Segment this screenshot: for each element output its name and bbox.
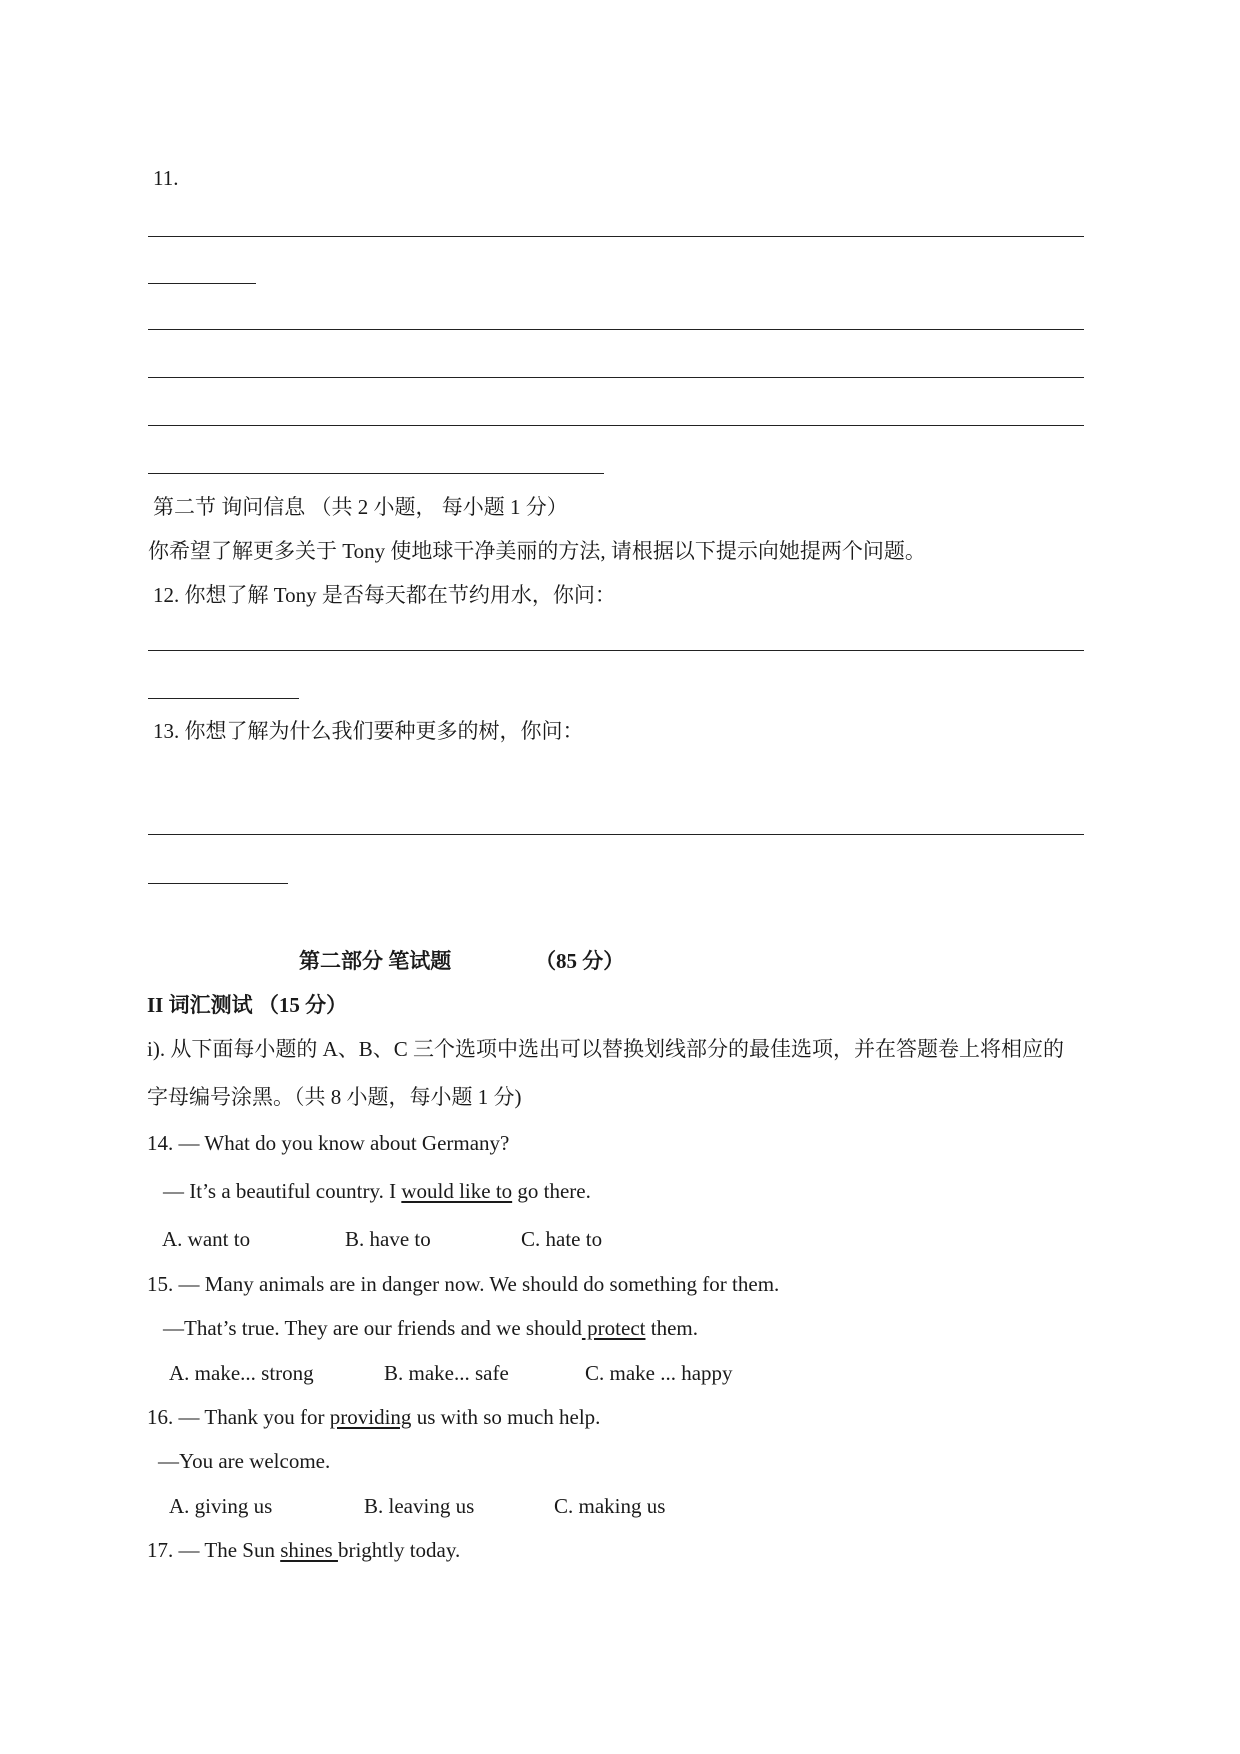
option-c: C. make ... happy xyxy=(585,1361,733,1385)
section-heading: 第二节 询问信息 （共 2 小题， 每小题 1 分） xyxy=(153,495,568,519)
answer-line xyxy=(148,834,1084,835)
question-14-line1: 14. — What do you know about Germany? xyxy=(147,1131,510,1155)
answer-line xyxy=(148,425,1084,426)
option-b: B. leaving us xyxy=(364,1494,475,1518)
underlined-phrase: protect xyxy=(581,1316,646,1340)
part-score: （85 分） xyxy=(535,949,625,973)
option-a: A. want to xyxy=(162,1227,251,1251)
option-c: C. hate to xyxy=(521,1227,603,1251)
text-segment: — It’s a beautiful country. I xyxy=(163,1179,402,1203)
answer-line xyxy=(148,698,299,699)
text-segment: brightly today. xyxy=(337,1538,461,1562)
answer-line xyxy=(148,650,1084,651)
question-15-line1: 15. — Many animals are in danger now. We should do something for them. xyxy=(147,1272,780,1296)
question-13-prompt: 13. 你想了解为什么我们要种更多的树，你问： xyxy=(153,719,584,743)
text-segment: go there. xyxy=(512,1179,591,1203)
underlined-phrase: shines xyxy=(280,1538,338,1562)
answer-line xyxy=(148,283,256,284)
question-15-line2 xyxy=(163,1318,698,1339)
part-title: 第二部分 笔试题 xyxy=(299,949,452,973)
text-segment: them. xyxy=(645,1316,698,1340)
underlined-phrase: providing xyxy=(329,1405,412,1429)
text-segment: 17. — The Sun xyxy=(147,1538,281,1562)
option-b: B. have to xyxy=(345,1227,431,1251)
question-11-number: 11. xyxy=(153,166,179,190)
option-b: B. make... safe xyxy=(384,1361,509,1385)
option-a: A. giving us xyxy=(169,1494,273,1518)
answer-line xyxy=(148,473,604,474)
vocab-instruction-line1: i). 从下面每小题的 A、B、C 三个选项中选出可以替换划线部分的最佳选项，并在答题卷上将相应的 xyxy=(147,1037,1065,1061)
question-14-line2 xyxy=(163,1181,591,1202)
text-segment: 16. — Thank you for xyxy=(147,1405,330,1429)
option-a: A. make... strong xyxy=(169,1361,314,1385)
question-16-line2: —You are welcome. xyxy=(158,1449,331,1473)
text-segment: us with so much help. xyxy=(411,1405,601,1429)
question-12-prompt: 12. 你想了解 Tony 是否每天都在节约用水，你问： xyxy=(153,583,616,607)
vocab-heading: II 词汇测试 （15 分） xyxy=(147,993,348,1017)
underlined-phrase: would like to xyxy=(401,1179,513,1203)
vocab-instruction-line2: 字母编号涂黑。（共 8 小题，每小题 1 分) xyxy=(147,1085,522,1109)
answer-line xyxy=(148,236,1084,237)
answer-line xyxy=(148,883,288,884)
question-17-line1 xyxy=(147,1540,460,1561)
answer-line xyxy=(148,329,1084,330)
question-16-line1 xyxy=(147,1407,600,1428)
section-intro: 你希望了解更多关于 Tony 使地球干净美丽的方法, 请根据以下提示向她提两个问题。 xyxy=(148,539,926,563)
answer-line xyxy=(148,377,1084,378)
option-c: C. making us xyxy=(554,1494,666,1518)
text-segment: —That’s true. They are our friends and we should xyxy=(163,1316,582,1340)
